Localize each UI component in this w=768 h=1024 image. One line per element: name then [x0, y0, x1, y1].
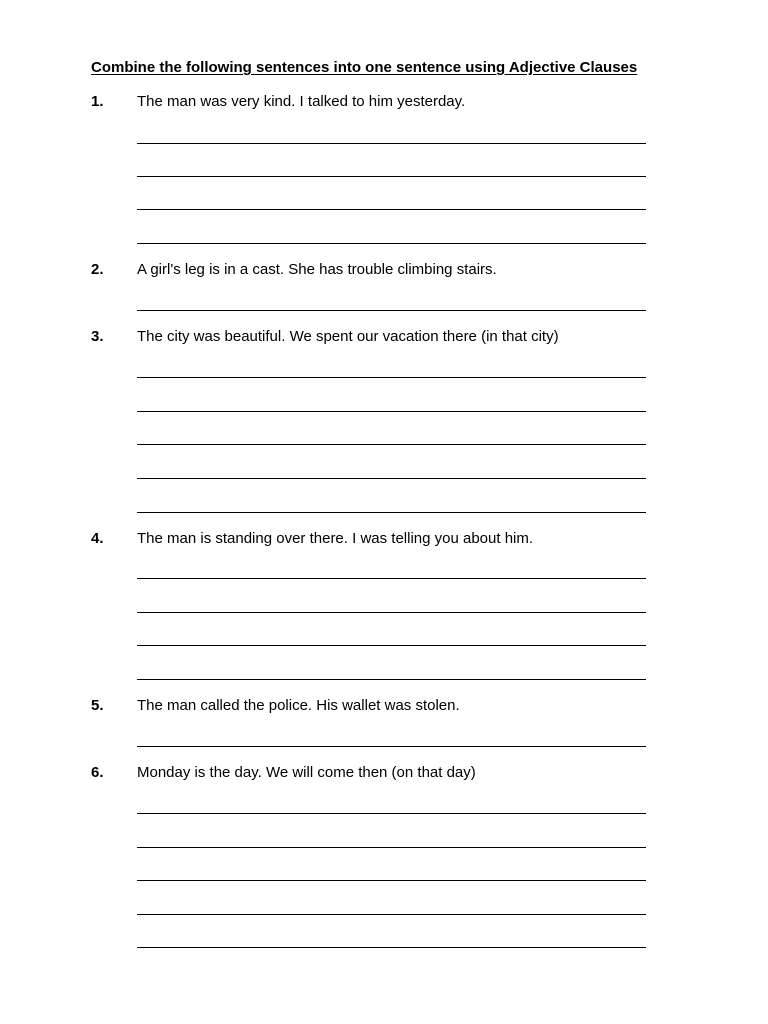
- answer-line[interactable]: [137, 176, 646, 177]
- answer-line[interactable]: [137, 813, 646, 814]
- answer-line[interactable]: [137, 645, 646, 646]
- question-number: 1.: [91, 93, 104, 110]
- answer-line[interactable]: [137, 947, 646, 948]
- answer-line[interactable]: [137, 847, 646, 848]
- question-number: 3.: [91, 328, 104, 345]
- question-number: 2.: [91, 261, 104, 278]
- answer-line[interactable]: [137, 578, 646, 579]
- worksheet-title: Combine the following sentences into one sentence using Adjective Clauses: [91, 59, 638, 76]
- answer-line[interactable]: [137, 679, 646, 680]
- answer-line[interactable]: [137, 512, 646, 513]
- answer-line[interactable]: [137, 444, 646, 445]
- question-text: The man is standing over there. I was telling you about him.: [137, 530, 534, 547]
- answer-line[interactable]: [137, 478, 646, 479]
- answer-line[interactable]: [137, 209, 646, 210]
- question-text: Monday is the day. We will come then (on that day): [137, 764, 476, 781]
- question-text: The man called the police. His wallet was stolen.: [137, 697, 460, 714]
- question-text: The man was very kind. I talked to him yesterday.: [137, 93, 466, 110]
- answer-line[interactable]: [137, 310, 646, 311]
- answer-line[interactable]: [137, 612, 646, 613]
- answer-line[interactable]: [137, 377, 646, 378]
- question-number: 4.: [91, 530, 104, 547]
- answer-line[interactable]: [137, 914, 646, 915]
- question-text: A girl's leg is in a cast. She has trouble climbing stairs.: [137, 261, 497, 278]
- question-number: 5.: [91, 697, 104, 714]
- answer-line[interactable]: [137, 143, 646, 144]
- answer-line[interactable]: [137, 243, 646, 244]
- answer-line[interactable]: [137, 746, 646, 747]
- question-number: 6.: [91, 764, 104, 781]
- question-text: The city was beautiful. We spent our vacation there (in that city): [137, 328, 559, 345]
- answer-line[interactable]: [137, 411, 646, 412]
- answer-line[interactable]: [137, 880, 646, 881]
